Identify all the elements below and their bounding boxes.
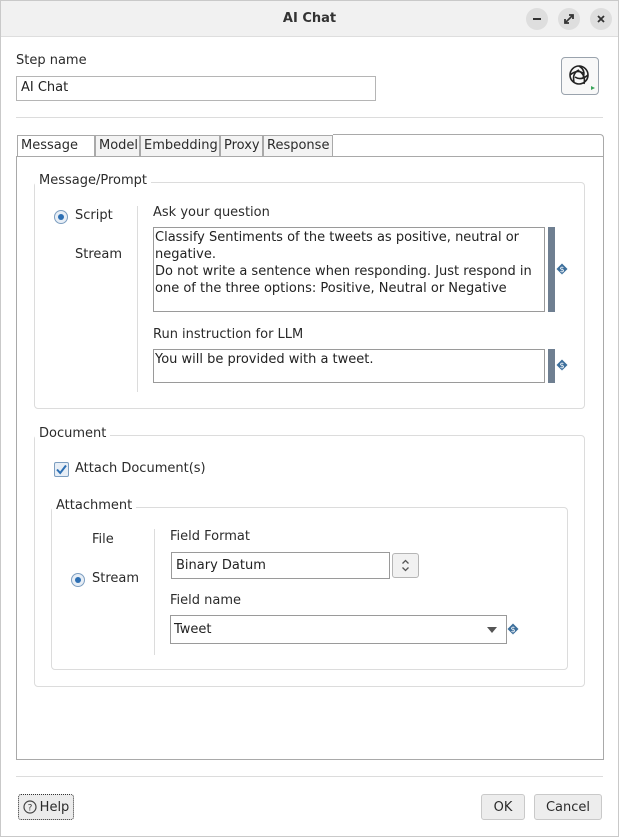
instruction-textarea[interactable] [153,349,545,383]
checkmark-icon [55,463,68,476]
help-label: Help [39,799,70,815]
svg-text:$: $ [510,625,516,634]
window-title: AI Chat [282,11,337,26]
field-name-label: Field name [170,593,242,608]
question-line: negative. [155,247,216,262]
instruction-scrollbar[interactable] [548,349,555,383]
attach-document-label[interactable]: Attach Document(s) [75,461,206,476]
file-option-label[interactable]: File [92,532,114,547]
help-icon [23,800,37,814]
minimize-icon [532,14,542,24]
message-divider [137,206,138,392]
tab-model[interactable]: Model [95,135,140,156]
field-format-label: Field Format [170,529,250,544]
question-label: Ask your question [153,205,270,220]
footer-separator [16,776,603,777]
instruction-value: You will be provided with a tweet. [155,352,374,367]
attachment-divider [154,529,155,655]
attachment-group [51,507,568,670]
variable-icon[interactable] [556,263,568,275]
svg-text:$: $ [559,265,565,274]
close-icon [596,14,606,24]
maximize-button[interactable] [558,8,580,30]
chevron-down-icon [487,627,497,634]
tab-response[interactable]: Response [263,135,333,156]
spinner-arrows-icon [393,554,418,577]
attach-document-checkbox[interactable] [54,462,69,477]
header-separator [16,117,603,118]
field-format-input[interactable]: Binary Datum [171,552,390,579]
ok-button[interactable]: OK [481,794,525,820]
title-bar[interactable] [1,1,618,37]
tab-embedding[interactable]: Embedding [140,135,220,156]
cancel-button[interactable]: Cancel [534,794,602,820]
close-button[interactable] [590,8,612,30]
maximize-icon [564,14,574,24]
question-line: Classify Sentiments of the tweets as positive, neutral or [155,230,519,245]
field-name-value: Tweet [174,622,212,637]
question-line: Do not write a sentence when responding. Just respond in [155,264,532,279]
stream-radio[interactable] [71,573,85,587]
openai-logo-icon [562,58,598,94]
stream-option-label[interactable]: Stream [92,571,140,586]
svg-text:$: $ [559,361,565,370]
script-radio[interactable] [54,210,68,224]
script-option-label[interactable]: Script [75,208,113,223]
step-name-label: Step name [16,53,87,68]
field-format-spinner[interactable] [392,553,419,578]
question-scrollbar[interactable] [548,227,555,312]
document-label: Document [35,426,110,441]
tab-message[interactable]: Message [17,135,95,157]
tab-strip-border [333,134,604,157]
tab-proxy[interactable]: Proxy [220,135,263,156]
attachment-label: Attachment [52,498,136,513]
step-name-input[interactable]: AI Chat [16,76,376,101]
stream-option-label[interactable]: Stream [75,247,123,262]
help-button[interactable] [18,794,74,820]
instruction-label: Run instruction for LLM [153,327,304,342]
message-prompt-label: Message/Prompt [35,173,151,188]
question-line: one of the three options: Positive, Neutral or Negative [155,281,507,296]
minimize-button[interactable] [526,8,548,30]
step-logo [561,57,599,95]
svg-text:?: ? [27,803,33,814]
field-name-dropdown[interactable] [170,615,507,644]
variable-icon[interactable] [556,359,568,371]
question-textarea[interactable] [153,227,545,312]
variable-icon[interactable] [507,623,519,635]
